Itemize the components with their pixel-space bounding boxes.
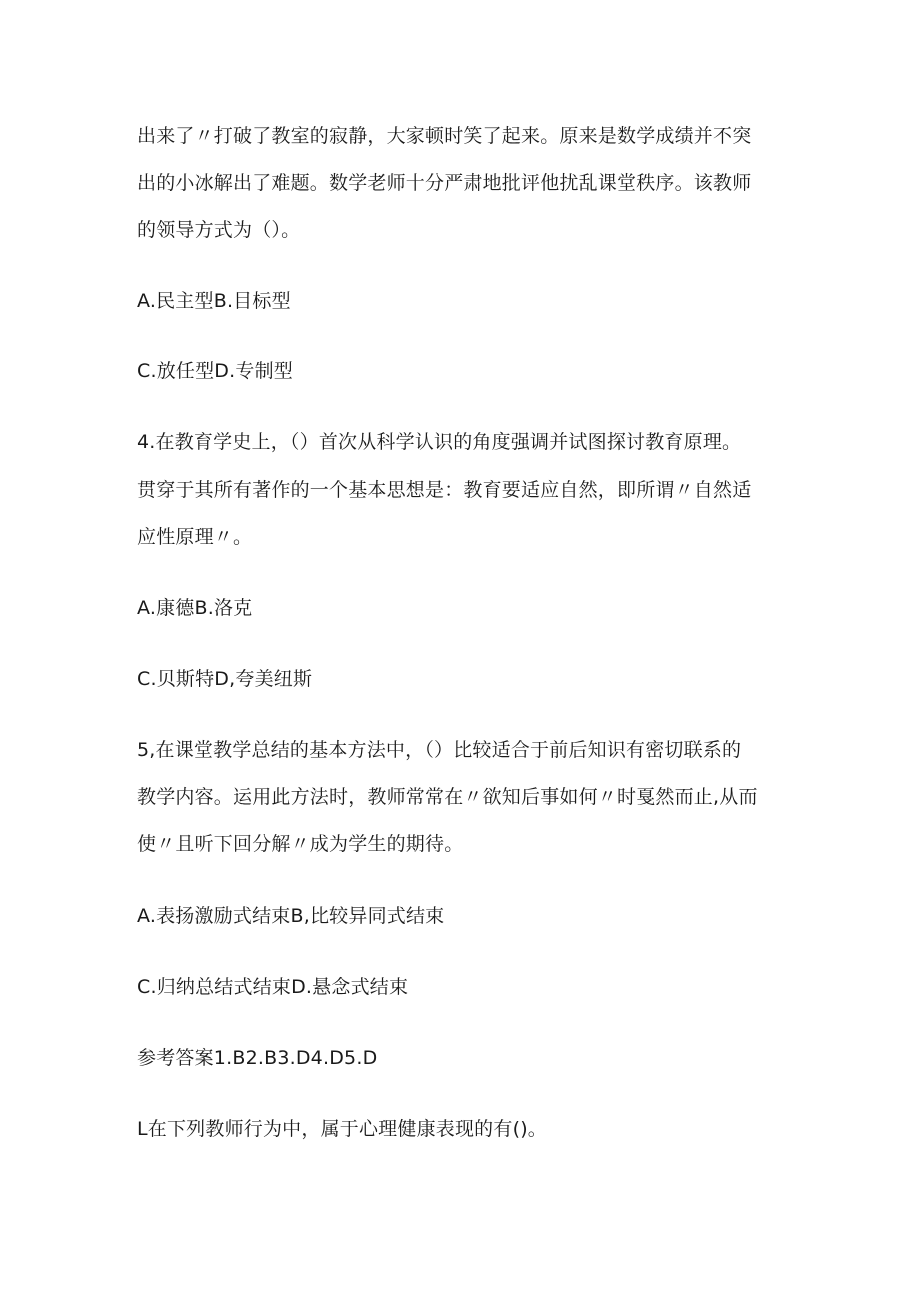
q4-stem-line-1: 4.在教育学史上，（）首次从科学认识的角度强调并试图探讨教育原理。	[137, 431, 742, 453]
q3-options-cd: C.放任型D.专制型	[137, 360, 293, 382]
q3-options-ab: A.民主型B.目标型	[137, 290, 291, 312]
q5-stem-line-2: 教学内容。运用此方法时，教师常常在〃欲知后事如何〃时戛然而止,从而	[137, 786, 758, 808]
q4-options-cd: C.贝斯特D,夸美纽斯	[137, 668, 313, 690]
q5-options-cd: C.归纳总结式结束D.悬念式结束	[137, 976, 409, 998]
q3-stem-line-1: 出来了〃打破了教室的寂静，大家顿时笑了起来。原来是数学成绩并不突	[137, 125, 752, 147]
q3-stem-line-2: 出的小冰解出了难题。数学老师十分严肃地批评他扰乱课堂秩序。该教师	[137, 172, 752, 194]
q3-stem-line-3: 的领导方式为（）。	[137, 219, 301, 241]
q5-stem-line-3: 使〃且听下回分解〃成为学生的期待。	[137, 833, 464, 855]
q4-stem-line-2: 贯穿于其所有著作的一个基本思想是：教育要适应自然，即所谓〃自然适	[137, 479, 752, 501]
q5-stem-line-1: 5,在课堂教学总结的基本方法中，（）比较适合于前后知识有密切联系的	[137, 739, 742, 761]
q4-stem-line-3: 应性原理〃。	[137, 526, 253, 548]
q5-options-ab: A.表扬激励式结束B,比较异同式结束	[137, 905, 445, 927]
next-question-stem: L在下列教师行为中，属于心理健康表现的有()。	[137, 1118, 548, 1140]
q4-options-ab: A.康德B.洛克	[137, 597, 253, 619]
answer-key: 参考答案1.B2.B3.D4.D5.D	[137, 1047, 378, 1069]
